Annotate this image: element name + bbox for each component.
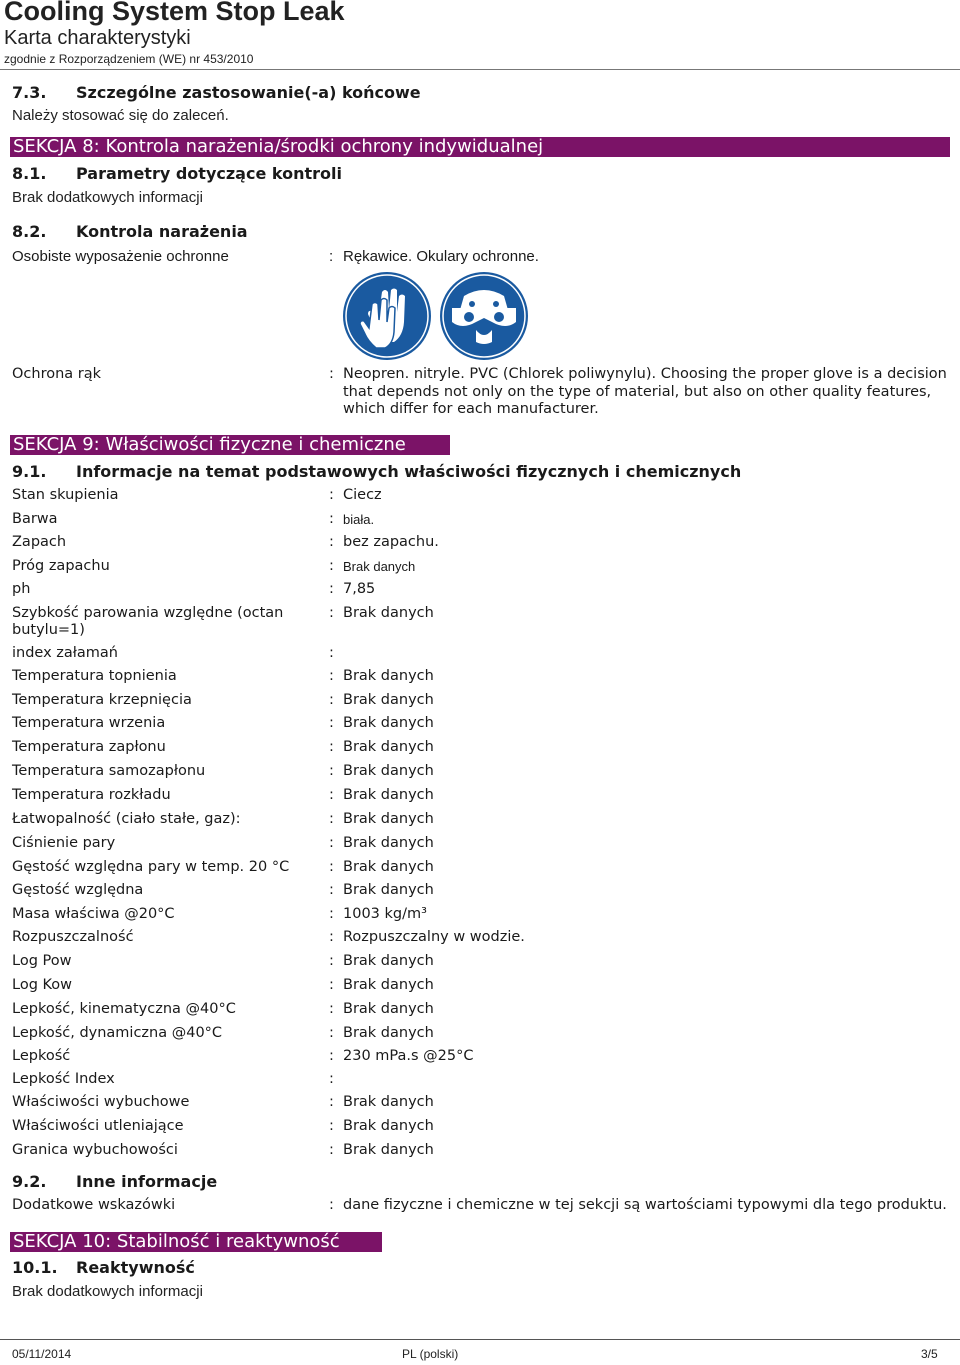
property-value: Brak danych — [343, 559, 416, 574]
property-value: Brak danych — [343, 1094, 434, 1110]
subsection-9-2-heading — [12, 1172, 217, 1191]
subsection-number: 8.1. — [12, 164, 47, 183]
colon: : — [329, 763, 334, 779]
colon: : — [329, 668, 334, 684]
colon: : — [329, 929, 334, 945]
subsection-10-1-heading — [12, 1258, 195, 1277]
property-value: Brak danych — [343, 835, 434, 851]
section-9-bar: SEKCJA 9: Właściwości fizyczne i chemiczne — [10, 435, 450, 455]
ppe-pictograms — [342, 270, 532, 362]
property-value: Brak danych — [343, 715, 434, 731]
footer-page-number: 3/5 — [921, 1347, 938, 1361]
property-label: Lepkość, kinematyczna @40°C — [12, 1001, 236, 1017]
document-title: Cooling System Stop Leak — [4, 0, 345, 26]
property-label: Log Kow — [12, 977, 73, 993]
subsection-7-3-text: Należy stosować się do zaleceń. — [12, 107, 229, 124]
property-label: Gęstość względna pary w temp. 20 °C — [12, 859, 290, 875]
colon: : — [329, 882, 334, 898]
ppe-value: Rękawice. Okulary ochronne. — [343, 248, 539, 265]
property-label: Lepkość — [12, 1048, 71, 1064]
property-label: Stan skupienia — [12, 487, 119, 503]
colon: : — [329, 977, 334, 993]
property-label: Właściwości utleniające — [12, 1118, 184, 1134]
property-value: Brak danych — [343, 859, 434, 875]
colon: : — [329, 811, 334, 827]
property-value: Brak danych — [343, 605, 434, 621]
colon: : — [329, 835, 334, 851]
colon: : — [329, 558, 334, 574]
property-value: Brak danych — [343, 763, 434, 779]
subsection-title: Szczególne zastosowanie(-a) końcowe — [76, 83, 421, 102]
property-label: Log Pow — [12, 953, 72, 969]
property-label: Łatwopalność (ciało stałe, gaz): — [12, 811, 241, 827]
property-value: Brak danych — [343, 1001, 434, 1017]
footer-divider — [0, 1339, 960, 1340]
property-value: Rozpuszczalny w wodzie. — [343, 929, 525, 945]
subsection-title: Reaktywność — [76, 1258, 195, 1277]
property-value: Brak danych — [343, 882, 434, 898]
colon: : — [329, 534, 334, 550]
property-label: Próg zapachu — [12, 558, 110, 574]
property-value: Brak danych — [343, 811, 434, 827]
property-value: Brak danych — [343, 668, 434, 684]
property-value: Brak danych — [343, 692, 434, 708]
colon: : — [329, 1142, 334, 1158]
section-10-bar: SEKCJA 10: Stabilność i reaktywność — [10, 1232, 382, 1252]
property-label: Temperatura wrzenia — [12, 715, 166, 731]
property-label: Masa właściwa @20°C — [12, 906, 175, 922]
header-divider — [0, 69, 960, 70]
colon: : — [329, 1048, 334, 1064]
property-value: bez zapachu. — [343, 534, 439, 550]
property-value: 230 mPa.s @25°C — [343, 1048, 474, 1064]
property-label: Granica wybuchowości — [12, 1142, 178, 1158]
colon: : — [329, 605, 334, 621]
subsection-number: 9.1. — [12, 462, 47, 481]
subsection-7-3-heading — [12, 83, 421, 102]
property-label: Gęstość względna — [12, 882, 144, 898]
property-value: Brak danych — [343, 787, 434, 803]
ppe-label: Osobiste wyposażenie ochronne — [12, 248, 229, 265]
property-value: Brak danych — [343, 1025, 434, 1041]
subsection-title: Parametry dotyczące kontroli — [76, 164, 342, 183]
subsection-number: 8.2. — [12, 222, 47, 241]
property-label: index załamań — [12, 645, 118, 661]
property-label: Zapach — [12, 534, 67, 550]
subsection-8-2-heading — [12, 222, 248, 241]
subsection-8-1-heading — [12, 164, 342, 183]
property-label: Temperatura samozapłonu — [12, 763, 206, 779]
property-value: Brak danych — [343, 977, 434, 993]
additional-info-value: dane fizyczne i chemiczne w tej sekcji są wartościami typowymi dla tego produktu. — [343, 1197, 947, 1213]
colon: : — [329, 1001, 334, 1017]
property-value: Brak danych — [343, 953, 434, 969]
property-label: Temperatura topnienia — [12, 668, 177, 684]
property-label: Temperatura zapłonu — [12, 739, 166, 755]
subsection-title: Kontrola narażenia — [76, 222, 248, 241]
colon: : — [329, 739, 334, 755]
colon: : — [329, 692, 334, 708]
property-value: 7,85 — [343, 581, 376, 597]
subsection-title: Inne informacje — [76, 1172, 218, 1191]
subsection-9-1-heading — [12, 462, 741, 481]
property-label: Szybkość parowania względne (octan butylu=1) — [12, 605, 284, 638]
goggles-icon — [440, 272, 528, 360]
property-label: Ciśnienie pary — [12, 835, 116, 851]
property-label: Lepkość Index — [12, 1071, 115, 1087]
colon: : — [329, 366, 334, 382]
property-label: Temperatura krzepnięcia — [12, 692, 192, 708]
footer-date: 05/11/2014 — [12, 1347, 72, 1361]
subsection-number: 9.2. — [12, 1172, 47, 1191]
property-label: Temperatura rozkładu — [12, 787, 171, 803]
property-value: Ciecz — [343, 487, 382, 503]
subsection-10-1-text: Brak dodatkowych informacji — [12, 1283, 203, 1300]
colon: : — [329, 487, 334, 503]
subsection-title: Informacje na temat podstawowych właściwości fizycznych i chemicznych — [76, 462, 742, 481]
subsection-number: 10.1. — [12, 1258, 58, 1277]
property-label: ph — [12, 581, 31, 597]
colon: : — [329, 787, 334, 803]
colon: : — [329, 1071, 334, 1087]
subsection-8-1-text: Brak dodatkowych informacji — [12, 189, 203, 206]
colon: : — [329, 715, 334, 731]
property-label: Barwa — [12, 511, 58, 527]
property-value: Brak danych — [343, 1142, 434, 1158]
colon: : — [329, 906, 334, 922]
colon: : — [329, 859, 334, 875]
property-value: Brak danych — [343, 739, 434, 755]
footer-language: PL (polski) — [402, 1347, 459, 1361]
document-subtitle: Karta charakterystyki — [4, 27, 191, 49]
property-value: biała. — [343, 512, 375, 527]
property-label: Rozpuszczalność — [12, 929, 134, 945]
colon: : — [329, 581, 334, 597]
hand-protection-label: Ochrona rąk — [12, 366, 102, 382]
colon: : — [329, 511, 334, 527]
colon: : — [329, 1197, 334, 1213]
colon: : — [329, 248, 334, 265]
colon: : — [329, 953, 334, 969]
regulation-note: zgodnie z Rozporządzeniem (WE) nr 453/2010 — [4, 52, 254, 66]
property-label: Lepkość, dynamiczna @40°C — [12, 1025, 223, 1041]
property-value: 1003 kg/m³ — [343, 906, 427, 922]
colon: : — [329, 645, 334, 661]
property-label: Właściwości wybuchowe — [12, 1094, 190, 1110]
gloves-icon — [343, 272, 431, 360]
subsection-number: 7.3. — [12, 83, 47, 102]
hand-protection-value: Neopren. nitryle. PVC (Chlorek poliwynylu). Choosing the proper glove is a decision that depends not only on the type of material, but also on other quality features, which differ for each manufacturer. — [343, 366, 947, 417]
colon: : — [329, 1025, 334, 1041]
colon: : — [329, 1118, 334, 1134]
colon: : — [329, 1094, 334, 1110]
additional-info-label: Dodatkowe wskazówki — [12, 1197, 176, 1213]
property-value: Brak danych — [343, 1118, 434, 1134]
section-8-bar: SEKCJA 8: Kontrola narażenia/środki ochrony indywidualnej — [10, 137, 950, 157]
